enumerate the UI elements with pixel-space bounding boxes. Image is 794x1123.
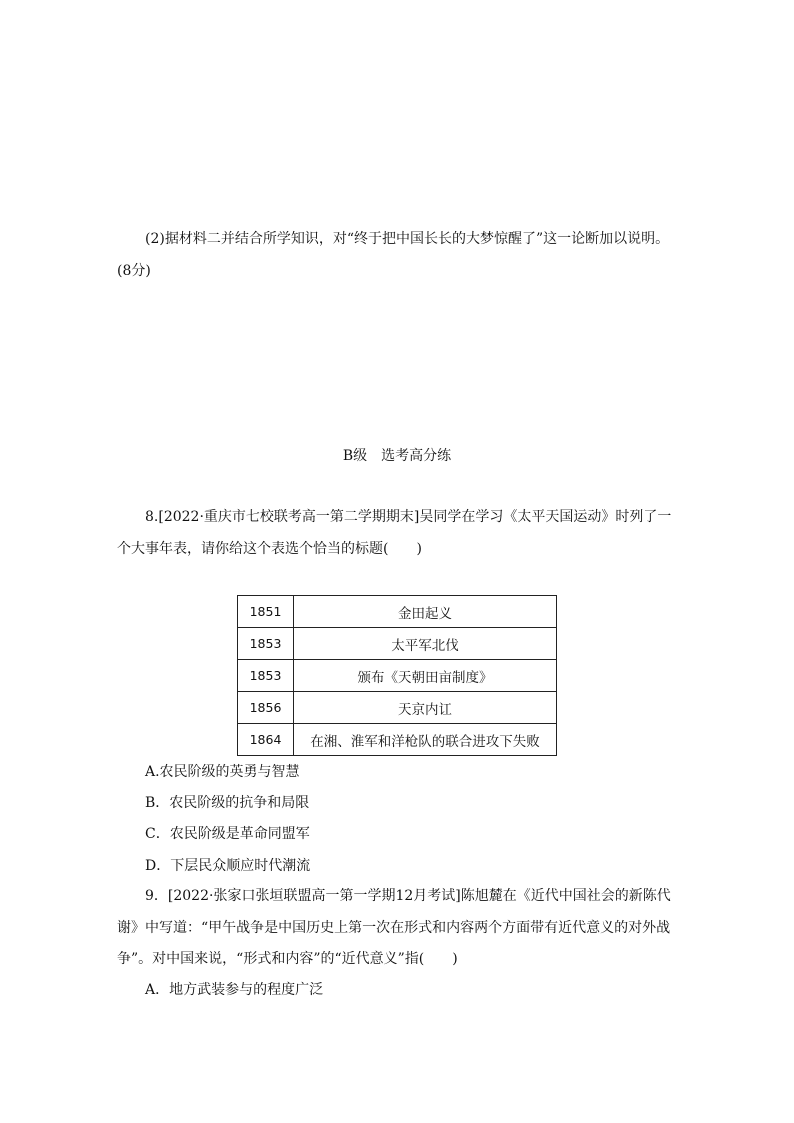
question-9-stem-line-2: 谢》中写道：“甲午战争是中国历史上第一次在形式和内容两个方面带有近代意义的对外战 [117,920,671,936]
question-8-option-c: C．农民阶级是革命同盟军 [145,826,310,842]
question-8-option-b: B．农民阶级的抗争和局限 [145,795,310,811]
event-cell: 颁布《天朝田亩制度》 [294,660,557,692]
question-9-stem-line-1: 9．[2022·张家口张垣联盟高一第一学期12月考试]陈旭麓在《近代中国社会的新陈代 [145,888,671,904]
question-8-stem-line-2: 个大事年表，请你给这个表选个恰当的标题( ) [117,541,422,557]
event-cell: 天京内讧 [294,692,557,724]
question-7-part-2-line-1: (2)据材料二并结合所学知识，对“终于把中国长长的大梦惊醒了”这一论断加以说明。 [145,231,670,247]
year-cell: 1853 [238,660,294,692]
table-row [238,692,557,724]
table-row [238,660,557,692]
question-9-stem-line-3: 争”。对中国来说，“形式和内容”的“近代意义”指( ) [117,951,458,967]
question-9-option-a: A．地方武装参与的程度广泛 [145,982,324,998]
event-cell: 在湘、淮军和洋枪队的联合进攻下失败 [294,724,557,756]
section-b-title: B级 选考高分练 [342,448,452,464]
question-8-stem-line-1: 8.[2022·重庆市七校联考高一第二学期期末]吴同学在学习《太平天国运动》时列了一 [145,509,672,525]
event-cell: 太平军北伐 [294,628,557,660]
question-8-option-a: A.农民阶级的英勇与智慧 [145,764,300,780]
year-cell: 1853 [238,628,294,660]
table-row [238,724,557,756]
question-7-part-2-line-2: (8分) [117,263,151,279]
year-cell: 1851 [238,596,294,628]
table-row [238,628,557,660]
year-cell: 1856 [238,692,294,724]
events-timeline-table [237,595,557,756]
event-cell: 金田起义 [294,596,557,628]
table-row [238,596,557,628]
year-cell: 1864 [238,724,294,756]
question-8-option-d: D．下层民众顺应时代潮流 [145,858,311,874]
